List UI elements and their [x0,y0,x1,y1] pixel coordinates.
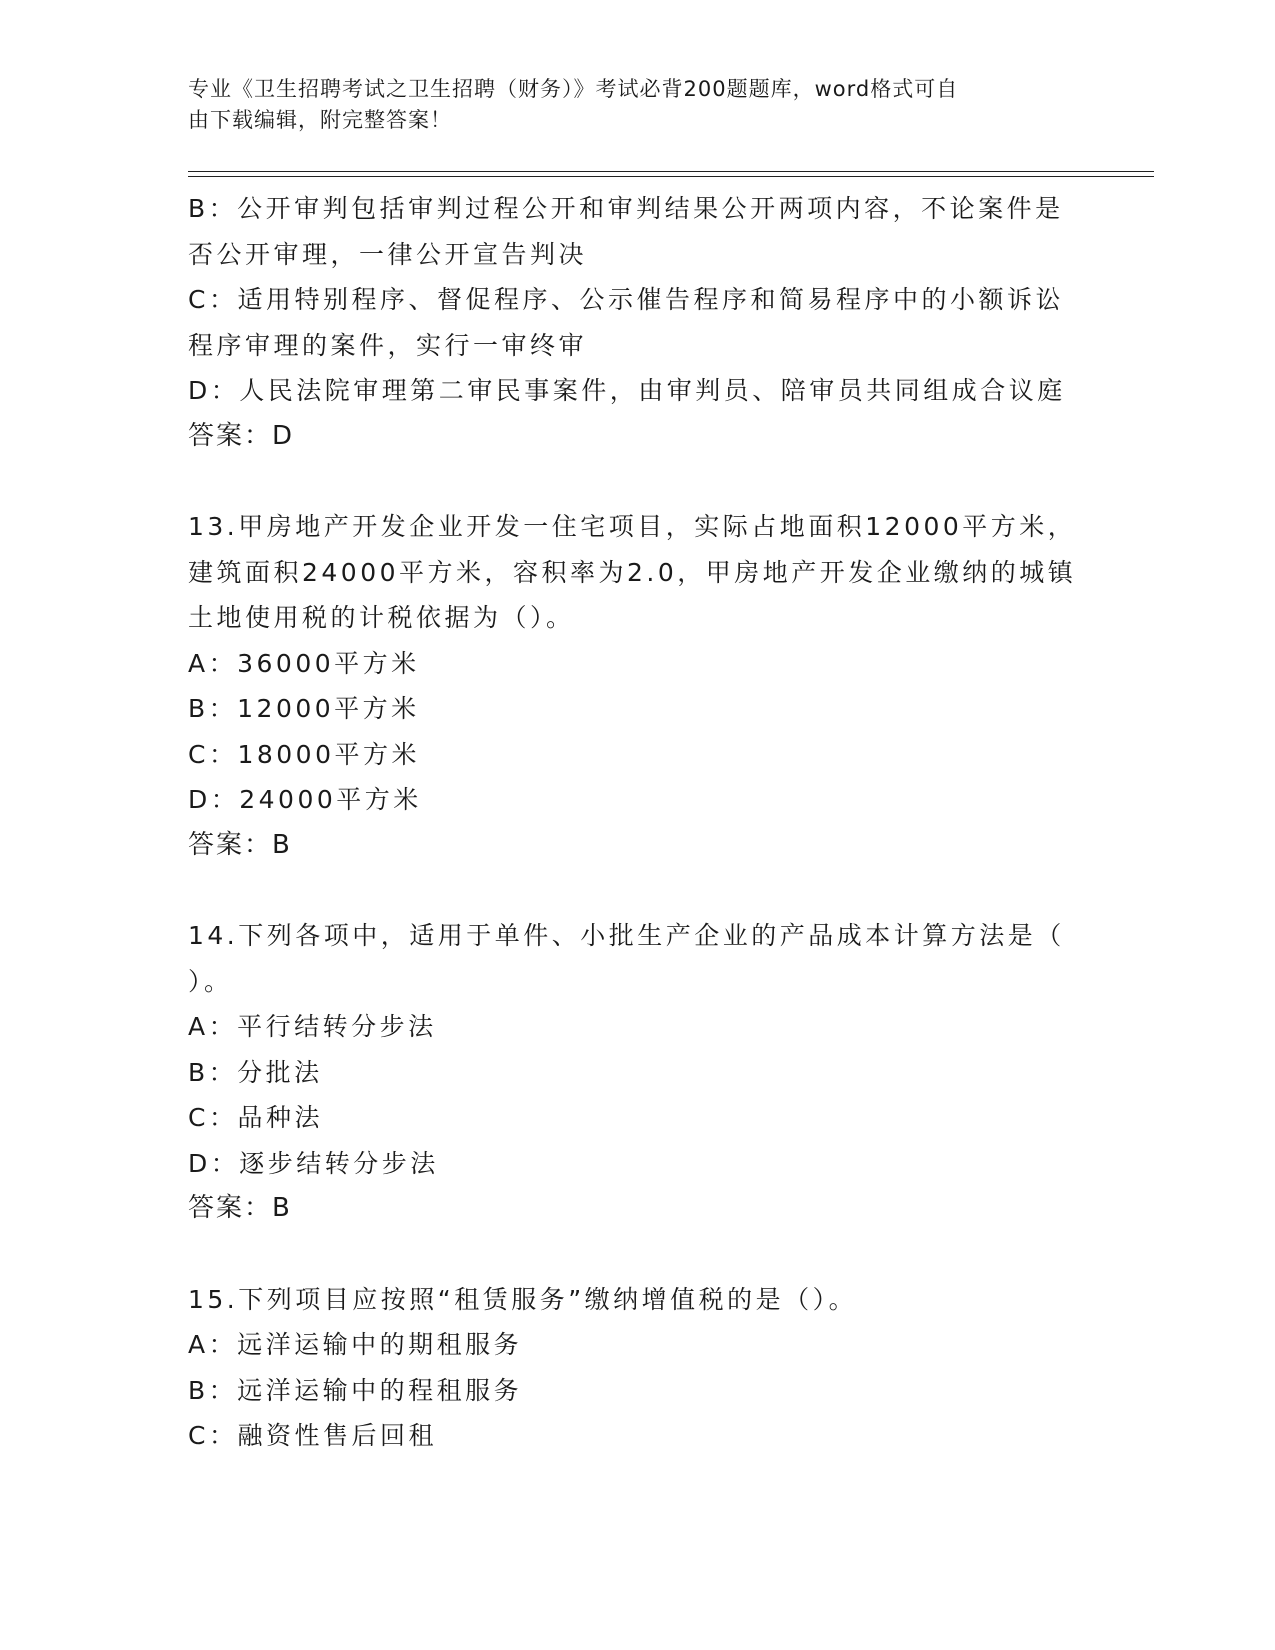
answer-line: 答案：B [188,1193,292,1223]
option-c-line: C：适用特别程序、督促程序、公示催告程序和简易程序中的小额诉讼 [188,285,1064,314]
option-c: C：融资性售后回租 [188,1421,437,1450]
question-stem-line: 13.甲房地产开发企业开发一住宅项目，实际占地面积12000平方米， [188,512,1077,541]
option-c-line: 程序审理的案件，实行一审终审 [188,330,588,360]
header-rule-bottom [188,176,1154,177]
question-stem-line: 15.下列项目应按照“租赁服务”缴纳增值税的是（）。 [188,1284,858,1314]
option-d: D：24000平方米 [188,785,422,814]
header-line-1: 专业《卫生招聘考试之卫生招聘（财务）》考试必背200题题库，word格式可自 [188,77,959,101]
answer-line: 答案：B [188,829,292,860]
question-content [188,186,1088,1459]
question-stem-line: 建筑面积24000平方米，容积率为2.0，甲房地产开发企业缴纳的城镇 [188,557,1077,587]
option-d: D：逐步结转分步法 [188,1148,439,1178]
question-stem-line: ）。 [188,966,233,996]
document-header [188,74,1068,136]
question-stem-line: 14.下列各项中，适用于单件、小批生产企业的产品成本计算方法是（ [188,921,1065,950]
option-b: B：远洋运输中的程租服务 [188,1375,523,1405]
header-rule-top [188,171,1154,172]
header-line-2: 由下载编辑，附完整答案！ [188,108,452,132]
option-b: B：分批法 [188,1057,323,1087]
question-stem-line: 土地使用税的计税依据为（）。 [188,603,575,632]
question-15 [188,1277,1088,1459]
option-c: C：18000平方米 [188,739,420,769]
question-12 [188,186,1088,459]
option-b-line: B：公开审判包括审判过程公开和审判结果公开两项内容，不论案件是 [188,194,1064,223]
option-a: A：远洋运输中的期租服务 [188,1330,523,1359]
question-14 [188,913,1088,1232]
option-a: A：36000平方米 [188,648,420,678]
option-d: D：人民法院审理第二审民事案件，由审判员、陪审员共同组成合议庭 [188,376,1066,405]
option-b: B：12000平方米 [188,694,420,723]
option-b-line: 否公开审理，一律公开宣告判决 [188,239,588,269]
option-a: A：平行结转分步法 [188,1012,437,1041]
option-c: C：品种法 [188,1103,323,1132]
answer-line: 答案：D [188,420,295,451]
question-13 [188,504,1088,868]
